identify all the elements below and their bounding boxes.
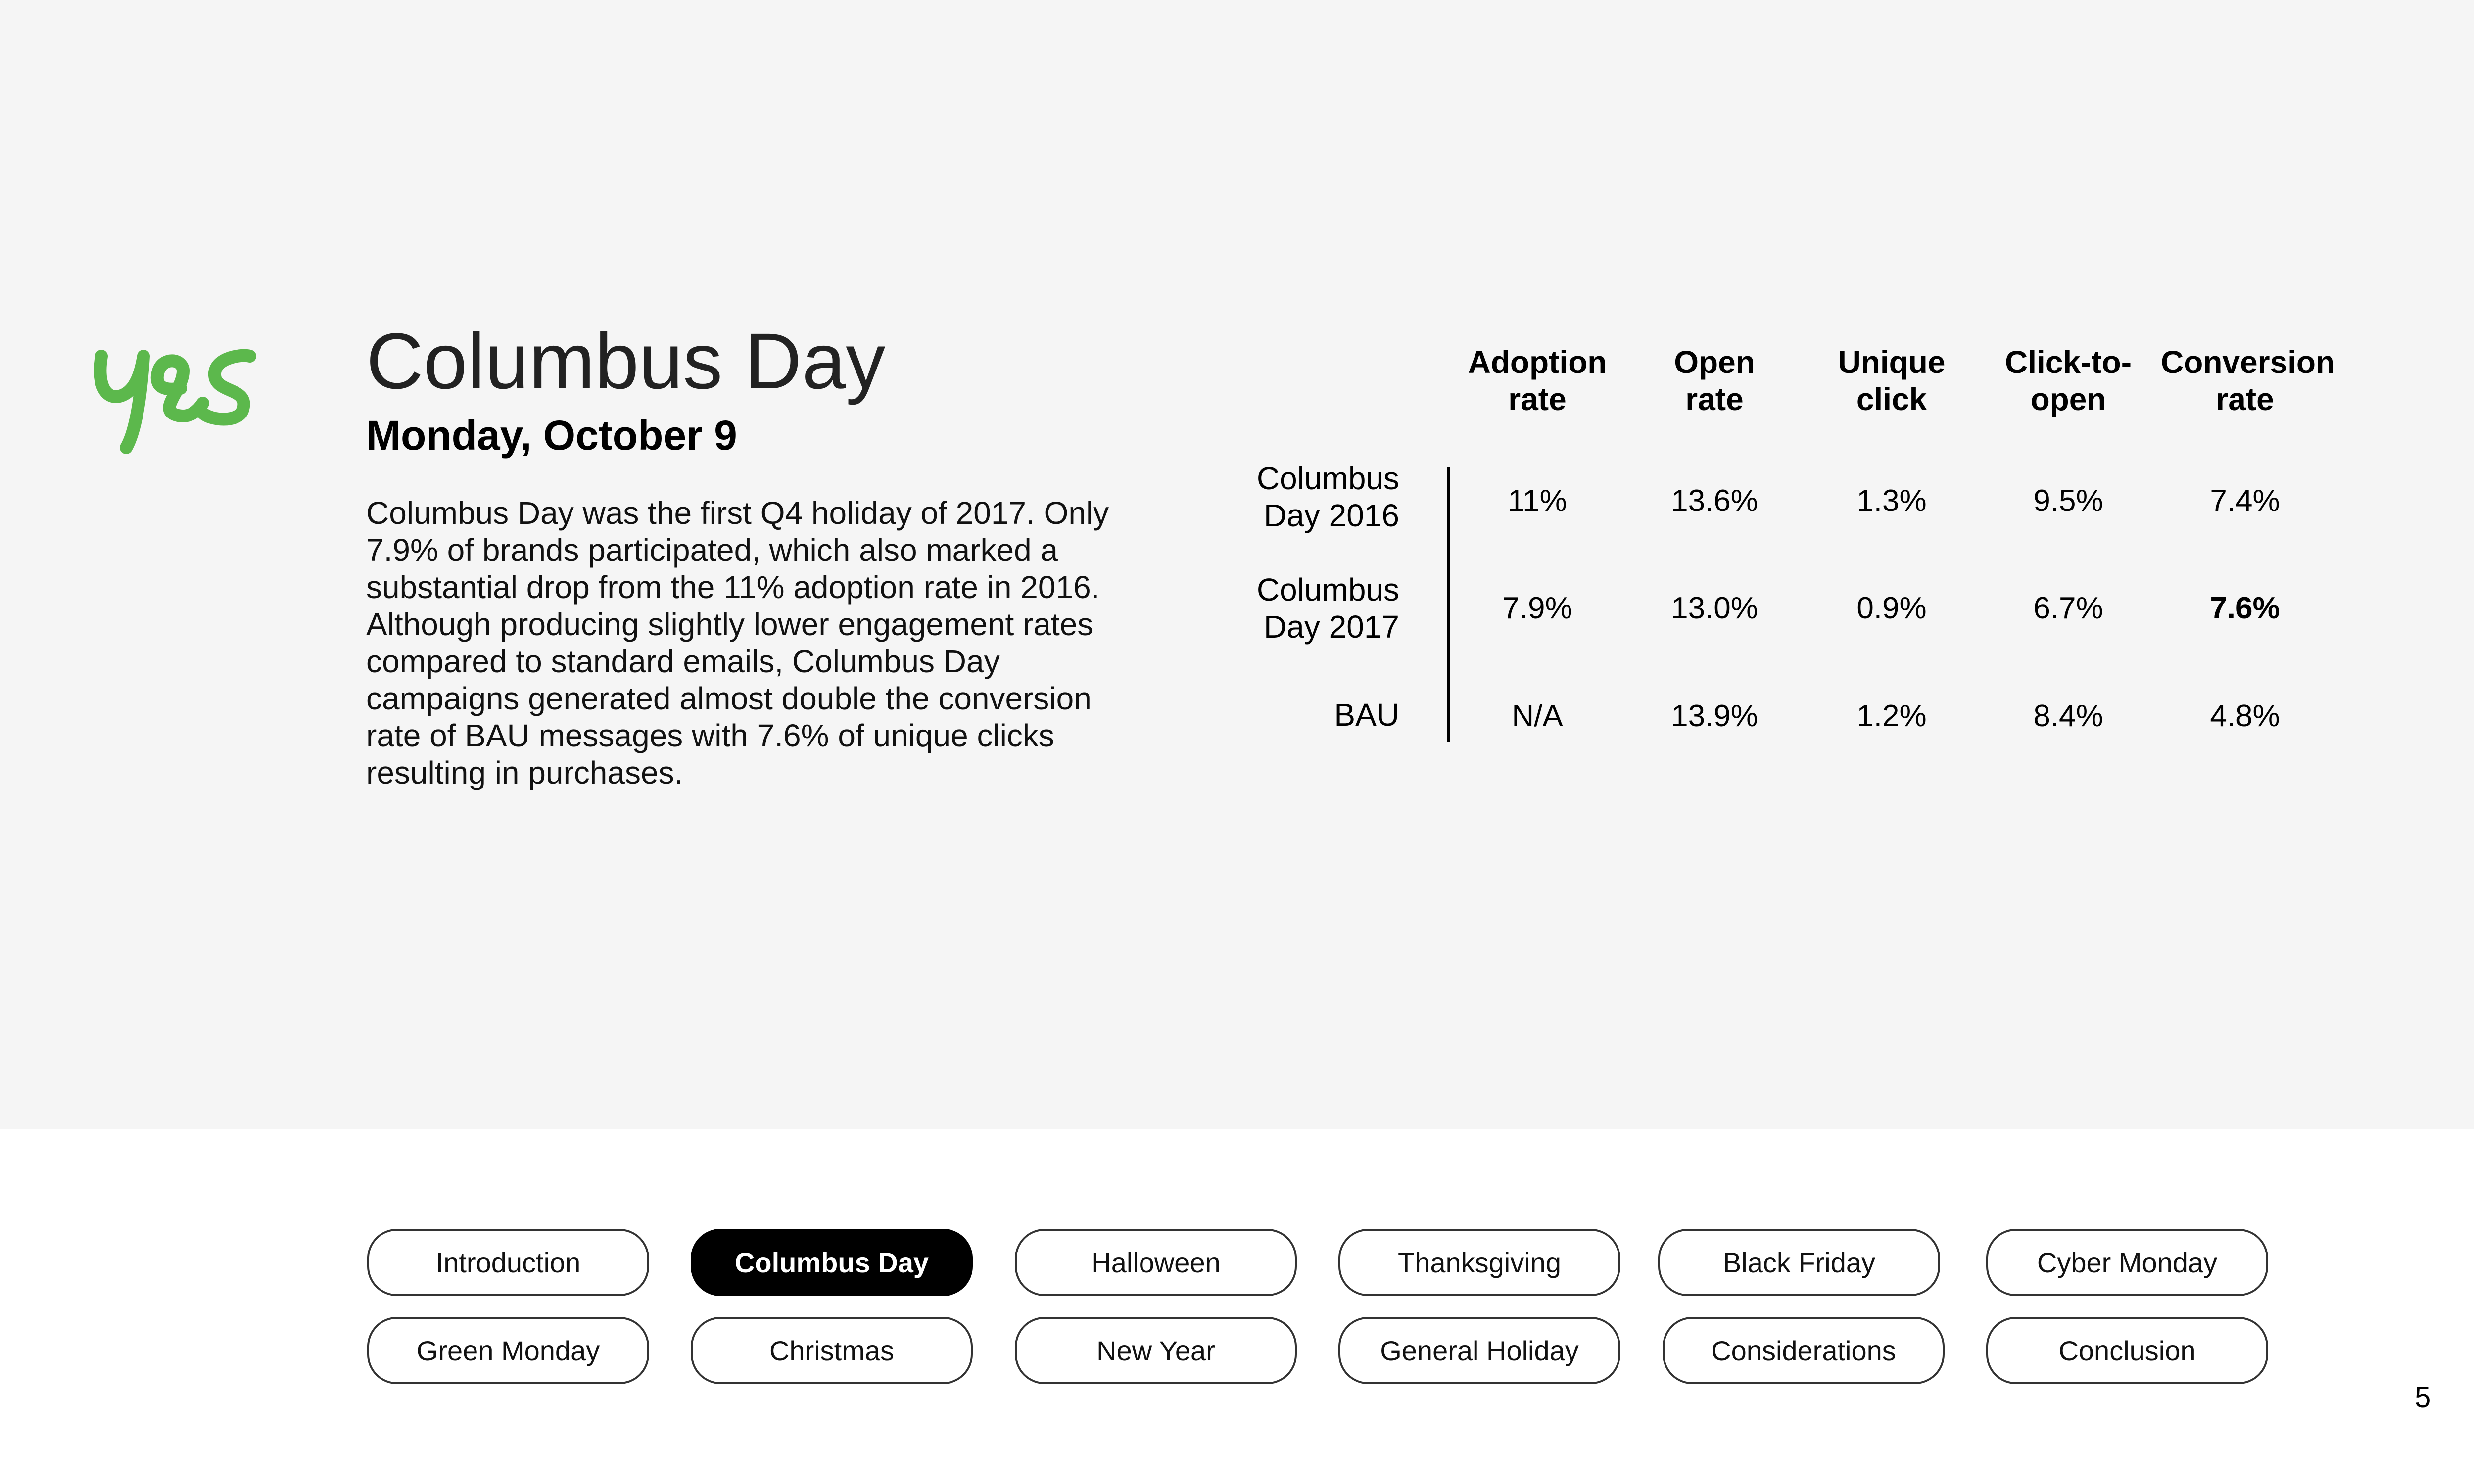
table-cell: 9.5%	[2033, 484, 2103, 518]
nav-christmas-button[interactable]: Christmas	[691, 1317, 973, 1384]
row-label-columbus-2016: Columbus Day 2016	[1256, 461, 1399, 533]
slide-body-text: Columbus Day was the first Q4 holiday of 2017. Only 7.9% of brands participated, which also marked a substantial drop from the 11% adoption rate in 2016. Although producing slightly lower engagement rates compared to standard emails, Columbus Day campaigns generated almost double the conversion rate of BAU messages with 7.6% of unique clicks resulting in purchases.	[366, 495, 1109, 790]
table-cell: 6.7%	[2033, 591, 2103, 625]
table-cell: 1.3%	[1856, 484, 1927, 518]
table-cell: 7.4%	[2210, 484, 2280, 518]
table-cell: 13.9%	[1671, 699, 1758, 733]
table-cell: 13.6%	[1671, 484, 1758, 518]
nav-introduction-button[interactable]: Introduction	[367, 1229, 649, 1296]
table-cell: 8.4%	[2033, 699, 2103, 733]
nav-general-holiday-button[interactable]: General Holiday	[1338, 1317, 1620, 1384]
table-cell: N/A	[1512, 699, 1563, 733]
slide-subtitle: Monday, October 9	[366, 412, 737, 459]
table-cell: 13.0%	[1671, 591, 1758, 625]
table-cell: 4.8%	[2210, 699, 2280, 733]
column-header-unique-click: Unique click	[1838, 344, 1946, 417]
row-label-columbus-2017: Columbus Day 2017	[1256, 572, 1399, 645]
nav-green-monday-button[interactable]: Green Monday	[367, 1317, 649, 1384]
table-cell: 7.9%	[1502, 591, 1572, 625]
table-cell: 11%	[1508, 484, 1567, 518]
nav-black-friday-button[interactable]: Black Friday	[1658, 1229, 1940, 1296]
column-header-click-to-open: Click-to- open	[2005, 344, 2132, 417]
nav-new-year-button[interactable]: New Year	[1015, 1317, 1297, 1384]
column-header-adoption-rate: Adoption rate	[1468, 344, 1607, 417]
column-header-open-rate: Open rate	[1674, 344, 1755, 417]
nav-thanksgiving-button[interactable]: Thanksgiving	[1338, 1229, 1620, 1296]
nav-conclusion-button[interactable]: Conclusion	[1986, 1317, 2268, 1384]
yes-logo	[92, 341, 260, 455]
nav-columbus-day-button[interactable]: Columbus Day	[691, 1229, 973, 1296]
page-number: 5	[2415, 1381, 2431, 1414]
table-cell: 0.9%	[1856, 591, 1927, 625]
row-label-bau: BAU	[1334, 697, 1399, 733]
slide-title: Columbus Day	[366, 317, 886, 405]
column-header-conversion-rate: Conversion rate	[2161, 344, 2335, 417]
table-divider	[1447, 467, 1450, 742]
nav-cyber-monday-button[interactable]: Cyber Monday	[1986, 1229, 2268, 1296]
nav-halloween-button[interactable]: Halloween	[1015, 1229, 1297, 1296]
table-cell-highlight: 7.6%	[2210, 591, 2280, 625]
nav-considerations-button[interactable]: Considerations	[1663, 1317, 1945, 1384]
table-cell: 1.2%	[1856, 699, 1927, 733]
